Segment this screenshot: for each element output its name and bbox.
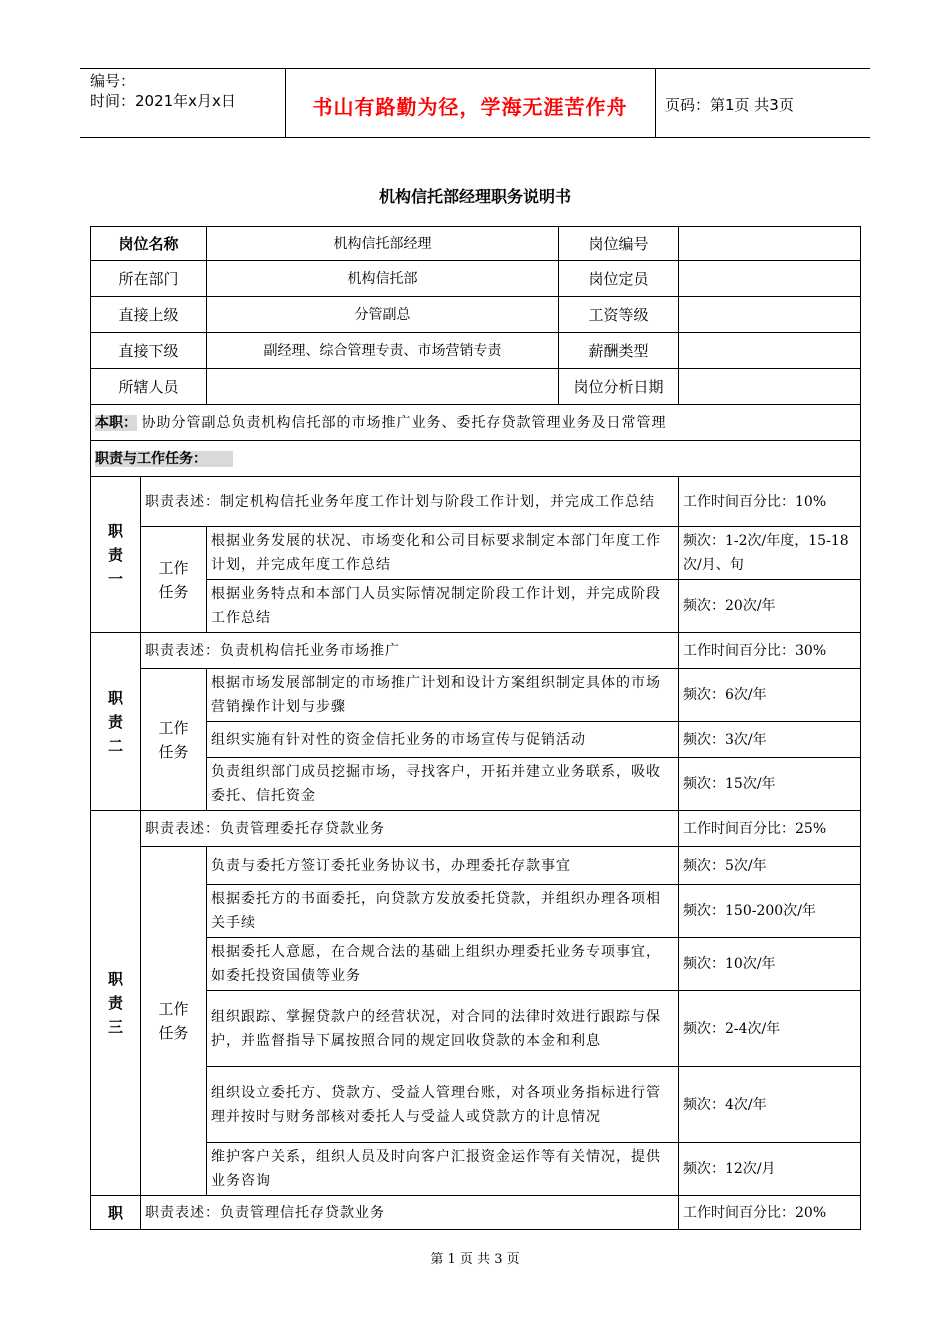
field-label: 所辖人员: [91, 369, 207, 405]
field-label: 直接下级: [91, 333, 207, 369]
document-header: [80, 68, 870, 138]
task-frequency: 频次：1-2次/年度，15-18次/月、旬: [679, 527, 861, 580]
task-row: [91, 991, 861, 1067]
duty-time-percent: 工作时间百分比：30%: [679, 633, 861, 669]
field-value: 分管副总: [207, 297, 559, 333]
field-value: [679, 297, 861, 333]
task-text: 根据市场发展部制定的市场推广计划和设计方案组织制定具体的市场营销操作计划与步骤: [207, 669, 679, 722]
main-duty-label: 本职：: [95, 414, 137, 431]
field-value: [679, 261, 861, 297]
task-label: 工作 任务: [141, 527, 207, 633]
task-frequency: 频次：2-4次/年: [679, 991, 861, 1067]
duty-label: 职 责 三: [91, 811, 141, 1196]
duty-label: 职 责 二: [91, 633, 141, 811]
task-text: 组织设立委托方、贷款方、受益人管理台账，对各项业务指标进行管理并按时与财务部核对委托人与受益人或贷款方的计息情况: [207, 1067, 679, 1143]
task-text: 根据业务发展的状况、市场变化和公司目标要求制定本部门年度工作计划，并完成年度工作总结: [207, 527, 679, 580]
duty-statement: 职责表述：负责管理委托存贷款业务: [141, 811, 679, 847]
field-label: 岗位分析日期: [559, 369, 679, 405]
task-row: [91, 722, 861, 758]
job-description-table: [90, 226, 861, 1230]
task-text: 组织跟踪、掌握贷款户的经营状况，对合同的法律时效进行跟踪与保护，并监督指导下属按照合同的规定回收贷款的本金和利息: [207, 991, 679, 1067]
main-duty-row: [91, 405, 861, 441]
task-frequency: 频次：3次/年: [679, 722, 861, 758]
duties-title-cell: [91, 441, 861, 477]
duty-statement: 职责表述：负责管理信托存贷款业务: [141, 1196, 679, 1230]
field-label: 岗位编号: [559, 227, 679, 261]
duty-statement-row: [91, 633, 861, 669]
main-duty-cell: [91, 405, 861, 441]
task-frequency: 频次：12次/月: [679, 1143, 861, 1196]
duty-label: 职 责 一: [91, 477, 141, 633]
task-frequency: 频次：5次/年: [679, 847, 861, 885]
basic-row: [91, 261, 861, 297]
header-motto: 书山有路勤为径，学海无涯苦作舟: [312, 95, 628, 119]
task-row: [91, 1143, 861, 1196]
field-value: [207, 369, 559, 405]
doc-number-label: 编号：: [90, 72, 136, 90]
task-row: [91, 847, 861, 885]
duty-statement-row: [91, 811, 861, 847]
duty-statement: 职责表述：负责机构信托业务市场推广: [141, 633, 679, 669]
field-label: 岗位名称: [91, 227, 207, 261]
field-label: 岗位定员: [559, 261, 679, 297]
duty-time-percent: 工作时间百分比：20%: [679, 1196, 861, 1230]
basic-row: [91, 333, 861, 369]
task-text: 组织实施有针对性的资金信托业务的市场宣传与促销活动: [207, 722, 679, 758]
duty-statement-row: [91, 477, 861, 527]
task-text: 负责组织部门成员挖掘市场，寻找客户，开拓并建立业务联系，吸收委托、信托资金: [207, 758, 679, 811]
basic-row: [91, 227, 861, 261]
task-row: [91, 758, 861, 811]
task-frequency: 频次：6次/年: [679, 669, 861, 722]
field-value: 机构信托部经理: [207, 227, 559, 261]
task-text: 维护客户关系，组织人员及时向客户汇报资金运作等有关情况，提供业务咨询: [207, 1143, 679, 1196]
task-row: [91, 938, 861, 991]
main-duty-text: 协助分管副总负责机构信托部的市场推广业务、委托存贷款管理业务及日常管理: [141, 414, 667, 431]
page-title: 机构信托部经理职务说明书: [378, 187, 571, 206]
task-text: 根据委托方的书面委托，向贷款方发放委托贷款，并组织办理各项相关手续: [207, 885, 679, 938]
task-label: 工作 任务: [141, 669, 207, 811]
task-text: 负责与委托方签订委托业务协议书，办理委托存款事宜: [207, 847, 679, 885]
header-divider: [655, 69, 656, 137]
task-frequency: 频次：150-200次/年: [679, 885, 861, 938]
field-label: 薪酬类型: [559, 333, 679, 369]
page-footer: 第 1 页 共 3 页: [430, 1252, 520, 1267]
field-value: 机构信托部: [207, 261, 559, 297]
task-row: [91, 527, 861, 580]
header-page-info: 页码：第1页 共3页: [665, 96, 794, 114]
doc-time-label: 时间：2021年x月x日: [90, 92, 236, 110]
duty-time-percent: 工作时间百分比：10%: [679, 477, 861, 527]
task-text: 根据委托人意愿，在合规合法的基础上组织办理委托业务专项事宜，如委托投资国债等业务: [207, 938, 679, 991]
task-label: 工作 任务: [141, 847, 207, 1196]
task-text: 根据业务特点和本部门人员实际情况制定阶段工作计划，并完成阶段工作总结: [207, 580, 679, 633]
duties-title: 职责与工作任务：: [95, 451, 233, 467]
header-meta: [90, 71, 236, 111]
field-value: [679, 369, 861, 405]
duty-time-percent: 工作时间百分比：25%: [679, 811, 861, 847]
task-frequency: 频次：4次/年: [679, 1067, 861, 1143]
field-label: 工资等级: [559, 297, 679, 333]
task-frequency: 频次：10次/年: [679, 938, 861, 991]
field-label: 所在部门: [91, 261, 207, 297]
field-label: 直接上级: [91, 297, 207, 333]
task-frequency: 频次：20次/年: [679, 580, 861, 633]
task-row: [91, 669, 861, 722]
task-row: [91, 580, 861, 633]
duty-statement-row: [91, 1196, 861, 1230]
field-value: 副经理、综合管理专责、市场营销专责: [207, 333, 559, 369]
field-value: [679, 333, 861, 369]
task-row: [91, 1067, 861, 1143]
duties-title-row: [91, 441, 861, 477]
basic-row: [91, 297, 861, 333]
task-frequency: 频次：15次/年: [679, 758, 861, 811]
duty-statement: 职责表述：制定机构信托业务年度工作计划与阶段工作计划，并完成工作总结: [141, 477, 679, 527]
field-value: [679, 227, 861, 261]
basic-row: [91, 369, 861, 405]
duty-label: 职: [91, 1196, 141, 1230]
task-row: [91, 885, 861, 938]
